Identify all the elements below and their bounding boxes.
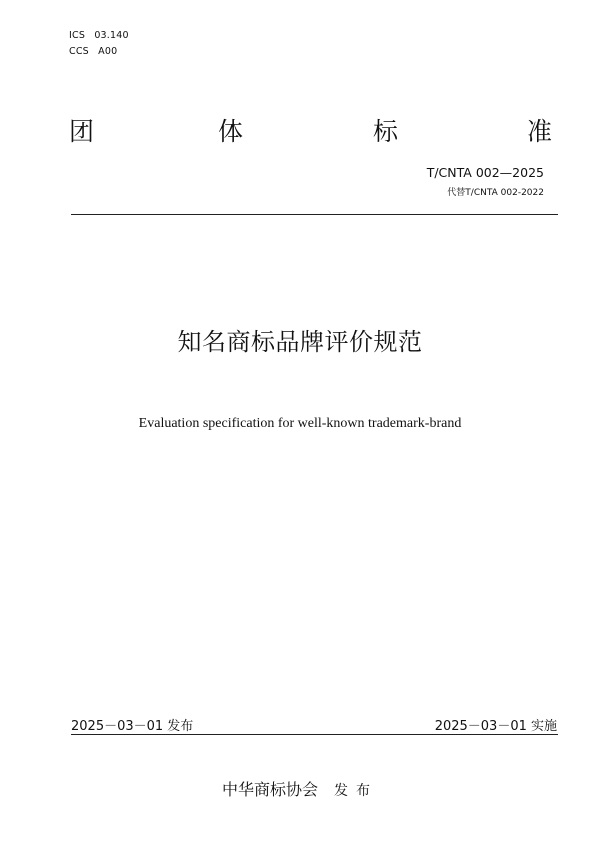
- standard-type-char: 团: [69, 117, 95, 146]
- document-title-english: Evaluation specification for well-known trademark-brand: [138, 416, 462, 431]
- standard-type-char: 准: [527, 117, 553, 146]
- ccs-row: [69, 44, 129, 60]
- ics-label: ICS: [69, 30, 86, 41]
- publisher-name: 中华商标协会: [221, 780, 318, 799]
- publisher-line: [0, 777, 600, 800]
- bottom-divider: [71, 734, 558, 735]
- standard-number: T/CNTA 002—2025: [426, 165, 544, 180]
- implement-date: 2025－03－01 实施: [434, 719, 557, 734]
- standard-type-char: 标: [373, 117, 399, 146]
- standard-type-heading: [0, 112, 600, 152]
- ccs-code: A00: [98, 46, 118, 57]
- ics-row: [69, 28, 129, 44]
- publish-date: 2025－03－01 发布: [71, 719, 194, 734]
- ics-code: 03.140: [94, 30, 129, 41]
- ccs-label: CCS: [69, 46, 89, 57]
- publisher-verb: 发布: [334, 783, 378, 799]
- document-title-chinese: 知名商标品牌评价规范: [177, 328, 423, 356]
- standard-type-char: 体: [218, 117, 244, 146]
- top-divider: [71, 214, 558, 215]
- replaces-standard: 代替T/CNTA 002-2022: [447, 188, 544, 198]
- classification-block: [69, 28, 129, 60]
